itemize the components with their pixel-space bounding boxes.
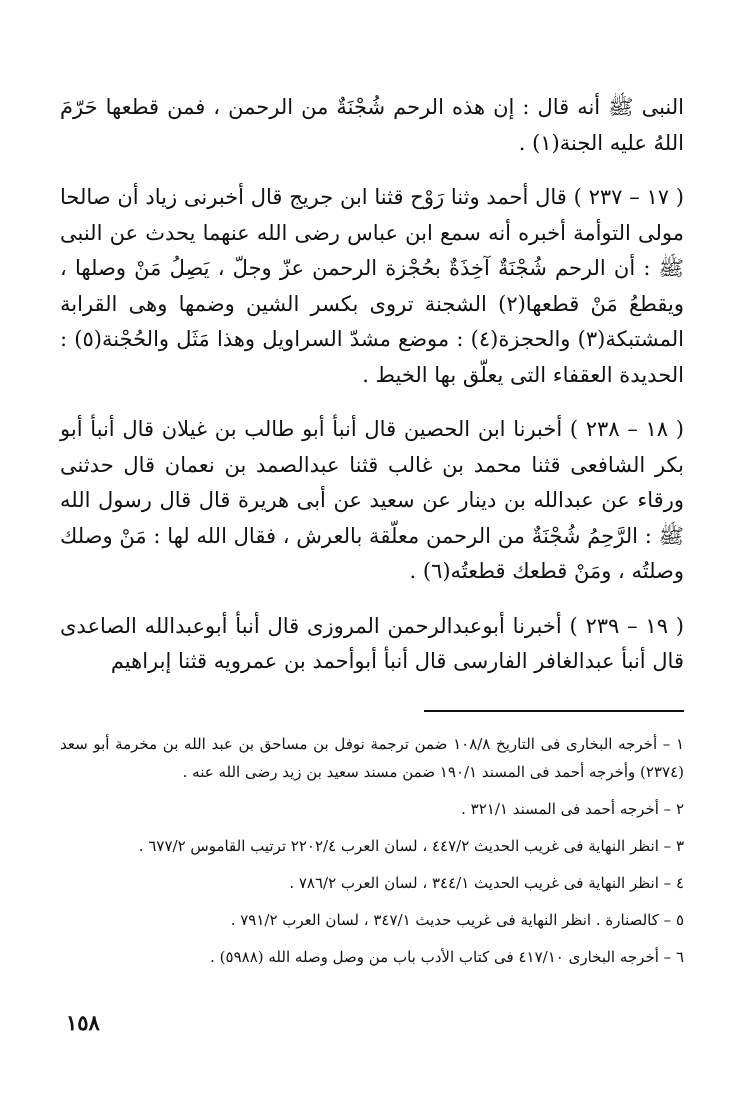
footnote-1: ١ – أخرجه البخارى فى التاريخ ١٠٨/٨ ضمن ترجمة نوفل بن مساحق بن عبد الله بن مخرمة أبو سعد (٢٣٧٤) وأخرجه أحمد فى المسند ١٩٠/١ ضمن مسند سعيد بن زيد رضى الله عنه .: [60, 734, 684, 781]
footnote-5: ٥ – كالصنارة . انظر النهاية فى غريب حديث ٣٤٧/١ ، لسان العرب ٧٩١/٢ .: [230, 910, 684, 929]
footnote-4: ٤ – انظر النهاية فى غريب الحديث ٣٤٤/١ ، لسان العرب ٧٨٦/٢ .: [289, 873, 684, 892]
paragraph-continuation: النبى ﷺ أنه قال : إن هذه الرحم شُجْنَةٌ من الرحمن ، فمن قطعها حَرّمَ اللهُ عليه الجنة(١) .: [60, 95, 684, 155]
footnote-2: ٢ – أخرجه أحمد فى المسند ٣٢١/١ .: [461, 799, 684, 818]
hadith-237: ( ١٧ – ٢٣٧ ) قال أحمد وثنا رَوْح قثنا ابن جريج قال أخبرنى زياد أن صالحا مولى التوأمة أخبره أنه سمع ابن عباس رضى الله عنهما يحدث عن النبى ﷺ : أن الرحم شُجْنَةٌ آخِذَةٌ بحُجْزة الرحمن عزّ وجلّ ، يَصِلُ مَنْ وصلها ، ويقطعُ مَنْ قطعها(٢) الشجنة تروى بكسر الشين وضمها وهى القرابة المشتبكة(٣) والحجزة(٤) : موضع مشدّ السراويل وهذا مَثَل والحُجْنة(٥) : الحديدة العقفاء التى يعلّق بها الخيط .: [60, 185, 684, 387]
footnote-divider: [424, 710, 684, 712]
footnotes: [60, 730, 684, 971]
footnote-6: ٦ – أخرجه البخارى ٤١٧/١٠ فى كتاب الأدب باب من وصل وصله الله (٥٩٨٨) .: [210, 947, 684, 966]
page-number: ١٥٨: [66, 1010, 100, 1035]
main-text: [60, 90, 684, 680]
hadith-239: ( ١٩ – ٢٣٩ ) أخبرنا أبوعبدالرحمن المروزى قال أنبأ أبوعبدالله الصاعدى قال أنبأ عبدالغافر الفارسى قال أنبأ أبوأحمد بن عمرويه قثنا إبراهيم: [60, 613, 684, 673]
hadith-238: ( ١٨ – ٢٣٨ ) أخبرنا ابن الحصين قال أنبأ أبو طالب بن غيلان قال أنبأ أبو بكر الشافعى قثنا محمد بن غالب قثنا عبدالصمد بن نعمان قال حدثنى ورقاء عن عبدالله بن دينار عن سعيد عن أبى هريرة قال قال رسول الله ﷺ : الرَّحِمُ شُجْنَةٌ من الرحمن معلّقة بالعرش ، فقال الله لها : مَنْ وصلك وصلتُه ، ومَنْ قطعك قطعتُه(٦) .: [60, 417, 684, 583]
footnote-3: ٣ – انظر النهاية فى غريب الحديث ٤٤٧/٢ ، لسان العرب ٢٢٠٢/٤ ترتيب القاموس ٦٧٧/٢ .: [138, 836, 684, 855]
